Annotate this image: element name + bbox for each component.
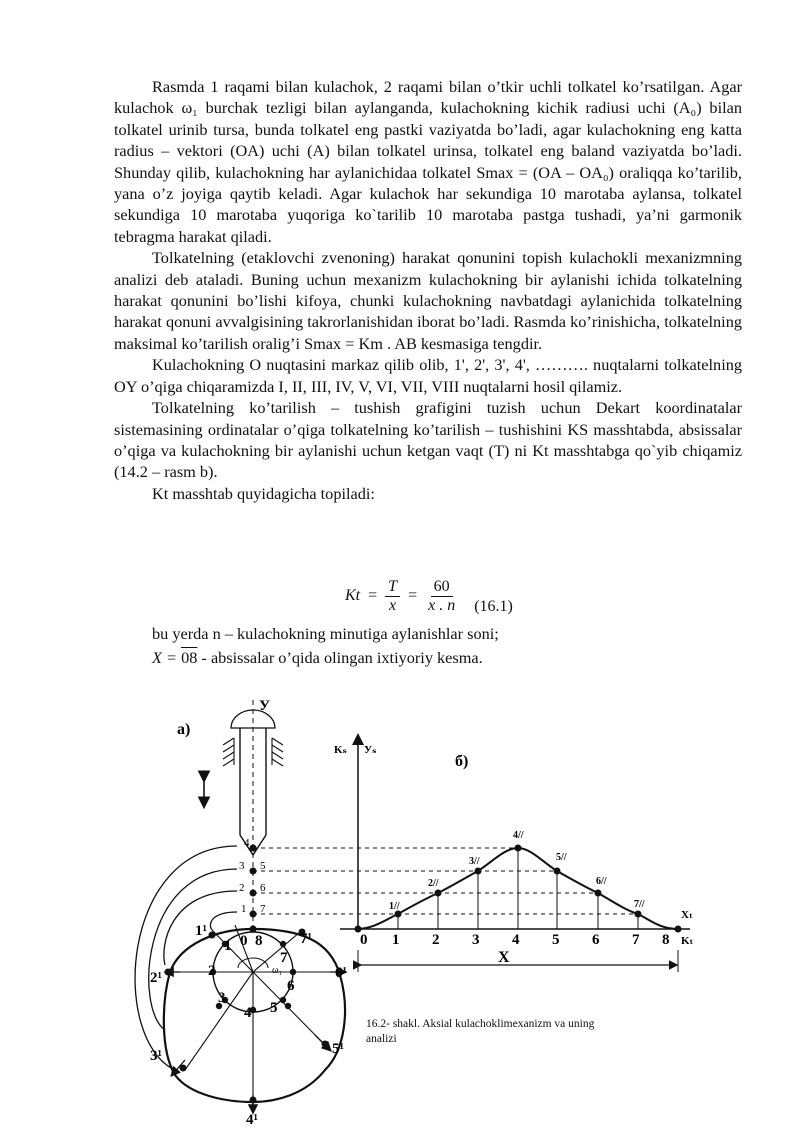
svg-text:3¹: 3¹ <box>150 1048 162 1064</box>
line-n-definition: bu yerda n – kulachokning minutiga aylanishlar soni; <box>152 624 499 643</box>
svg-text:5//: 5// <box>556 852 567 863</box>
svg-text:8: 8 <box>255 933 263 949</box>
formula-number: (16.1) <box>474 598 513 615</box>
paragraph-1: Rasmda 1 raqami bilan kulachok, 2 raqami bilan o’tkir uchli tolkatel ko’rsatilgan. Agar kulachok ω₁ burchak tezligi bilan aylanganda, kulachokning kichik radiusi uchi (A₀) bilan tolkatel urinib tursa, bunda tolkatel eng pastki vaziyatda bo’ladi, agar kulachokning eng katta radius – vektori (OA) uchi (A) bilan tolkatel urinsa, tolkatel eng baland vaziyatda bo’ladi. Shunday qilib, kulachokning har aylanichidaa tolkatel Smax = (OA – OA₀) oraliqqa ko’tarilib, yana o’z joyiga qaytib keladi. Agar kulachok har sekundiga 10 marotaba aylansa, tolkatel sekundiga 10 marotaba yuqoriga ko`tarilib 10 marotaba pastga tushadi, ya’ni garmonik tebragma harakat qiladi. <box>114 77 742 246</box>
svg-text:1: 1 <box>224 938 232 954</box>
svg-text:4: 4 <box>512 932 520 948</box>
svg-text:0: 0 <box>240 933 248 949</box>
svg-text:4: 4 <box>244 1005 252 1021</box>
svg-text:4¹: 4¹ <box>246 1112 258 1128</box>
svg-text:5: 5 <box>270 1000 278 1016</box>
paragraph-5: Kt masshtab quyidagicha topiladi: <box>152 483 375 503</box>
svg-text:6//: 6// <box>596 876 607 887</box>
y-axis-label: У <box>259 698 271 714</box>
x-dimension-label: X <box>498 949 510 966</box>
formula-eq-2: = <box>408 587 418 604</box>
svg-text:2//: 2// <box>428 878 439 889</box>
svg-text:4: 4 <box>244 837 250 849</box>
svg-text:7//: 7// <box>634 899 645 910</box>
svg-text:0: 0 <box>360 932 368 948</box>
x-value: 08 <box>181 648 198 667</box>
x-rhs: - absissalar o’qida olingan ixtiyoriy kesma. <box>201 648 483 667</box>
svg-text:7¹: 7¹ <box>300 931 312 947</box>
svg-text:2: 2 <box>239 882 245 894</box>
svg-text:4//: 4// <box>513 830 524 841</box>
svg-text:5: 5 <box>552 932 560 948</box>
kt-label: Kₜ <box>681 935 694 947</box>
ks-label: Kₛ <box>334 744 347 756</box>
svg-text:2¹: 2¹ <box>150 970 162 986</box>
paragraph-2: Tolkatelning (etaklovchi zvenoning) harakat qonunini topish kulachokli mexanizmning analizi deb ataladi. Buning uchun mexanizm kulachokning bir aylanishi ichida tolkatelning harakat qonunini bo’lishi kifoya, chunki kulachokning navbatdagi aylanichida tolkatelning harakat qonuni avvalgisining takrorlanishidan iborat bo’ladi. Rasmda ko’rinishicha, tolkatelning maksimal ko’tarilish oralig’i Smax = Km . AB kesmasiga tengdir. <box>114 248 742 353</box>
formula-eq-1: = <box>368 587 378 604</box>
svg-text:7: 7 <box>260 903 266 915</box>
projection-arcs <box>135 846 237 1070</box>
profile-dots <box>165 929 344 1104</box>
xt-label: Xₜ <box>681 909 694 921</box>
profile-labels <box>150 923 347 1128</box>
guide-hatch-right <box>272 738 283 766</box>
svg-text:6: 6 <box>592 932 600 948</box>
curve-labels <box>389 830 645 912</box>
x-lhs: X = <box>152 648 178 667</box>
svg-text:1//: 1// <box>389 901 400 912</box>
svg-text:3: 3 <box>218 990 226 1006</box>
svg-text:2: 2 <box>432 932 440 948</box>
svg-text:6: 6 <box>287 978 295 994</box>
svg-text:7: 7 <box>280 950 288 966</box>
svg-text:3//: 3// <box>469 856 480 867</box>
svg-text:1: 1 <box>392 932 400 948</box>
svg-text:5: 5 <box>260 860 266 872</box>
fraction-1-numerator: T <box>385 578 400 597</box>
paragraph-4: Tolkatelning ko’tarilish – tushish grafigini tuzish uchun Dekart koordinatalar sistemasining ordinatalar o’qiga tolkatelning ko’tarilish – tushishini KS masshtabda, absissalar o’qiga va kulachokning bir aylanishi uchun ketgan vaqt (T) ni Kt masshtabga qo`yib chiqamiz (14.2 – rasm b). <box>114 398 742 482</box>
formula-lhs: Kt <box>345 587 361 604</box>
fraction-1-denominator: x <box>389 596 397 614</box>
svg-text:7: 7 <box>632 932 640 948</box>
guide-hatch-left <box>223 738 234 766</box>
fraction-2-numerator: 60 <box>431 578 453 597</box>
label-b: б) <box>455 753 469 770</box>
svg-text:3: 3 <box>472 932 480 948</box>
omega-label: ω₁ <box>272 965 283 976</box>
svg-text:1¹: 1¹ <box>195 923 207 939</box>
svg-text:6¹: 6¹ <box>335 965 347 981</box>
svg-text:1: 1 <box>241 903 247 915</box>
svg-text:5¹: 5¹ <box>332 1041 344 1057</box>
svg-text:8: 8 <box>662 932 670 948</box>
axis-numbers <box>360 932 670 948</box>
svg-text:2: 2 <box>208 963 216 979</box>
svg-text:6: 6 <box>260 882 266 894</box>
ys-label: Уₛ <box>364 744 377 756</box>
paragraph-3: Kulachokning O nuqtasini markaz qilib olib, 1', 2', 3', 4', ………. nuqtalarni tolkatelning OY o’qiga chiqaramizda I, II, III, IV, V, VI, VII, VIII nuqtalarni hosil qilamiz. <box>114 355 742 396</box>
figure-caption: 16.2- shakl. Aksial kulachoklimexanizm va uning analizi <box>366 1018 595 1045</box>
fraction-2-denominator: x . n <box>428 596 456 614</box>
label-a: a) <box>177 721 191 738</box>
projection-lines <box>253 848 638 914</box>
cam-profile <box>164 929 345 1102</box>
svg-text:3: 3 <box>239 860 245 872</box>
